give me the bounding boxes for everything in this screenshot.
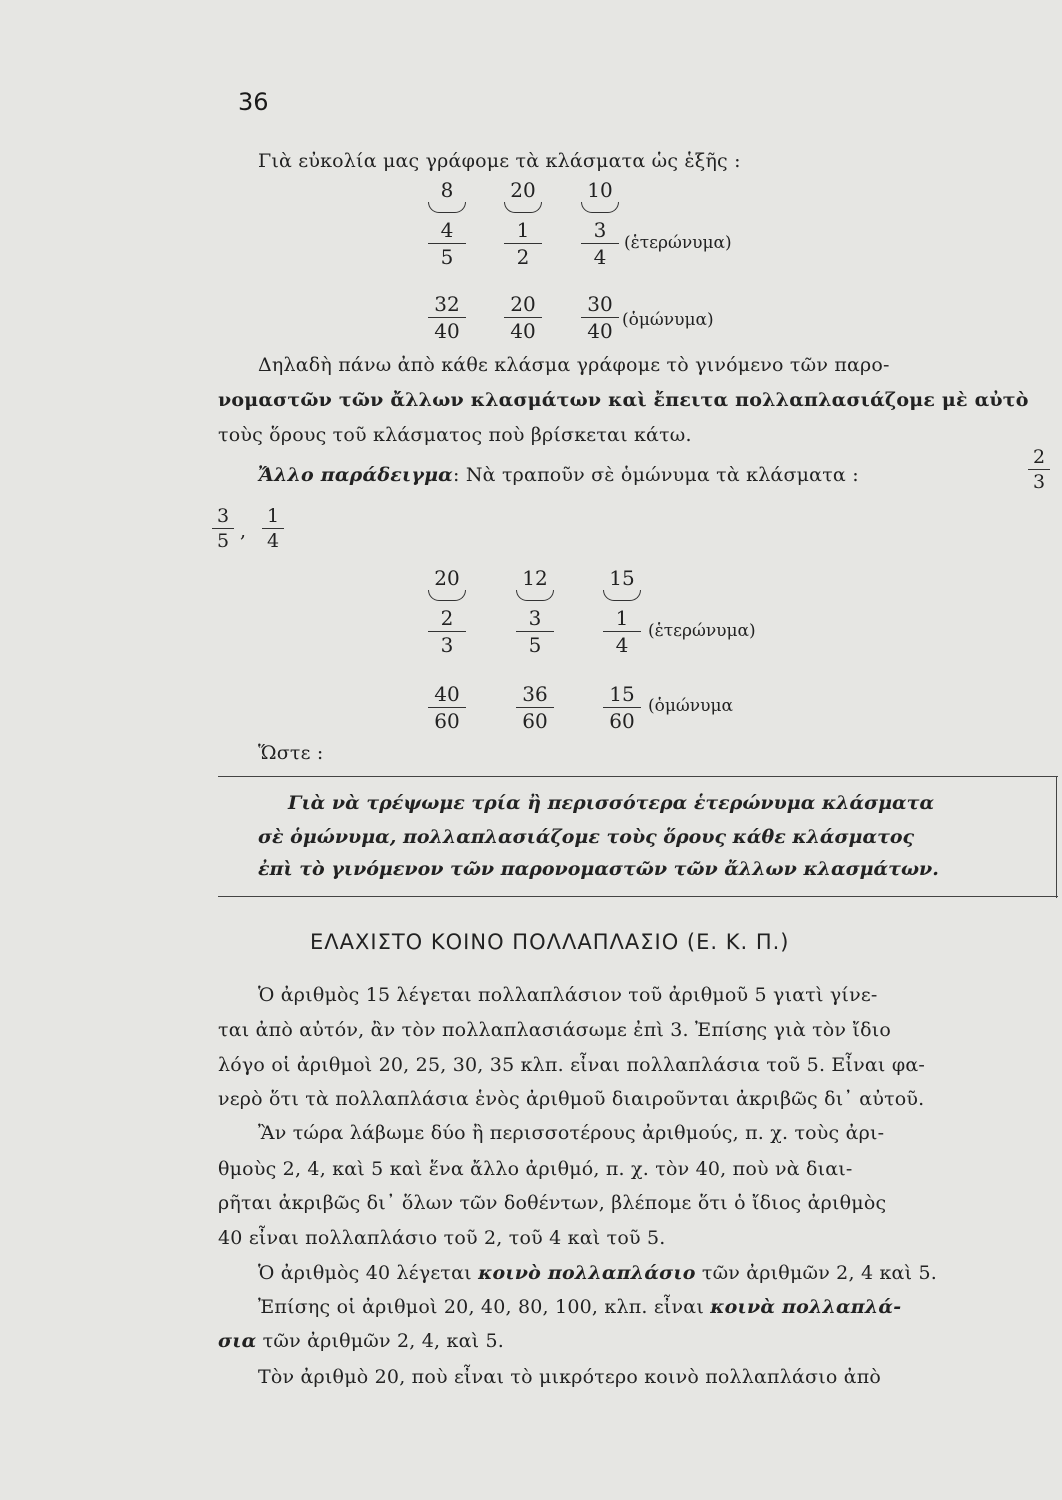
fraction: 36 60 <box>510 682 560 733</box>
fraction: 3 5 <box>510 606 560 657</box>
multiplier: 20 <box>422 566 472 601</box>
hence-label: Ὥστε : <box>258 742 324 764</box>
fraction: 15 60 <box>597 682 647 733</box>
body-line: νερὸ ὅτι τὰ πολλαπλάσια ἑνὸς ἀριθμοῦ διαιροῦνται ἀκριβῶς δι᾿ αὐτοῦ. <box>218 1088 925 1110</box>
explain-line: Δηλαδὴ πάνω ἀπὸ κάθε κλάσμα γράφομε τὸ γινόμενο τῶν παρο- <box>258 354 890 376</box>
term-common-multiple: κοινὸ πολλαπλάσιο <box>478 1262 696 1284</box>
body-line: Ἂν τώρα λάβωμε δύο ἢ περισσοτέρους ἀριθμούς, π. χ. τοὺς ἀρι- <box>258 1122 885 1144</box>
page-number: 36 <box>238 88 269 116</box>
term-common-multiples: κοινὰ πολλαπλά- <box>710 1296 902 1318</box>
explain-line: νομαστῶν τῶν ἄλλων κλασμάτων καὶ ἔπειτα πολλαπλασιάζομε μὲ αὐτὸ <box>218 389 1029 411</box>
fraction: 20 40 <box>498 292 548 343</box>
multiplier: 15 <box>597 566 647 601</box>
body-line: Ὁ ἀριθμὸς 40 λέγεται κοινὸ πολλαπλάσιο τῶν ἀριθμῶν 2, 4 καὶ 5. <box>258 1262 937 1284</box>
body-line: Ἐπίσης οἱ ἀριθμοὶ 20, 40, 80, 100, κλπ. εἶναι κοινὰ πολλαπλά- <box>258 1296 902 1318</box>
comma: , <box>240 520 247 542</box>
rule-line: Γιὰ νὰ τρέψωμε τρία ἢ περισσότερα ἑτερώνυμα κλάσματα <box>288 792 935 814</box>
rule-line: ἐπὶ τὸ γινόμενον τῶν παρονομαστῶν τῶν ἄλλων κλασμάτων. <box>258 858 939 880</box>
example2-intro: Ἄλλο παράδειγμα: Νὰ τραποῦν σὲ ὁμώνυμα τὰ κλάσματα : <box>258 464 859 486</box>
body-line: θμοὺς 2, 4, καὶ 5 καὶ ἕνα ἄλλο ἀριθμό, π. χ. τὸν 40, ποὺ νὰ διαι- <box>218 1158 853 1180</box>
explain-line: τοὺς ὅρους τοῦ κλάσματος ποὺ βρίσκεται κάτω. <box>218 424 692 446</box>
intro-line: Γιὰ εὐκολία μας γράφομε τὰ κλάσματα ὡς ἑξῆς : <box>258 150 741 172</box>
body-line: λόγο οἱ ἀριθμοὶ 20, 25, 30, 35 κλπ. εἶναι πολλαπλάσια τοῦ 5. Εἶναι φα- <box>218 1054 925 1076</box>
body-line: ται ἀπὸ αὐτόν, ἂν τὸν πολλαπλασιάσωμε ἐπὶ 3. Ἐπίσης γιὰ τὸν ἴδιο <box>218 1019 892 1041</box>
fraction: 2 3 <box>1024 446 1054 493</box>
body-line: Ὁ ἀριθμὸς 15 λέγεται πολλαπλάσιον τοῦ ἀριθμοῦ 5 γιατὶ γίνε- <box>258 984 878 1006</box>
fraction: 3 4 <box>575 218 625 269</box>
fraction: 1 4 <box>258 505 288 552</box>
body-line: 40 εἶναι πολλαπλάσιο τοῦ 2, τοῦ 4 καὶ τοῦ 5. <box>218 1227 666 1249</box>
fraction: 32 40 <box>422 292 472 343</box>
body-line: Τὸν ἀριθμὸ 20, ποὺ εἶναι τὸ μικρότερο κοινὸ πολλαπλάσιο ἀπὸ <box>258 1366 882 1388</box>
body-line: ρῆται ἀκριβῶς δι᾿ ὅλων τῶν δοθέντων, βλέπομε ὅτι ὁ ἴδιος ἀριθμὸς <box>218 1192 887 1214</box>
section-heading: ΕΛΑΧΙΣΤΟ ΚΟΙΝΟ ΠΟΛΛΑΠΛΑΣΙΟ (Ε. Κ. Π.) <box>310 930 790 954</box>
multiplier: 12 <box>510 566 560 601</box>
multiplier: 8 <box>422 178 472 213</box>
example-label: Ἄλλο παράδειγμα <box>258 464 454 486</box>
multiplier: 10 <box>575 178 625 213</box>
fraction: 30 40 <box>575 292 625 343</box>
like-label: (ὁμώνυμα) <box>622 310 714 330</box>
body-line: σια τῶν ἀριθμῶν 2, 4, καὶ 5. <box>218 1330 505 1352</box>
divider-bottom <box>218 896 1058 897</box>
fraction: 1 4 <box>597 606 647 657</box>
divider-side <box>1056 776 1057 898</box>
divider-top <box>218 776 1058 777</box>
fraction: 2 3 <box>422 606 472 657</box>
unlike-label: (ἑτερώνυμα) <box>624 233 732 253</box>
rule-line: σὲ ὁμώνυμα, πολλαπλασιάζομε τοὺς ὅρους κάθε κλάσματος <box>258 826 915 848</box>
like-label: (ὁμώνυμα <box>648 696 733 716</box>
fraction: 40 60 <box>422 682 472 733</box>
fraction: 3 5 <box>208 505 238 552</box>
unlike-label: (ἑτερώνυμα) <box>648 621 756 641</box>
fraction: 4 5 <box>422 218 472 269</box>
multiplier: 20 <box>498 178 548 213</box>
fraction: 1 2 <box>498 218 548 269</box>
